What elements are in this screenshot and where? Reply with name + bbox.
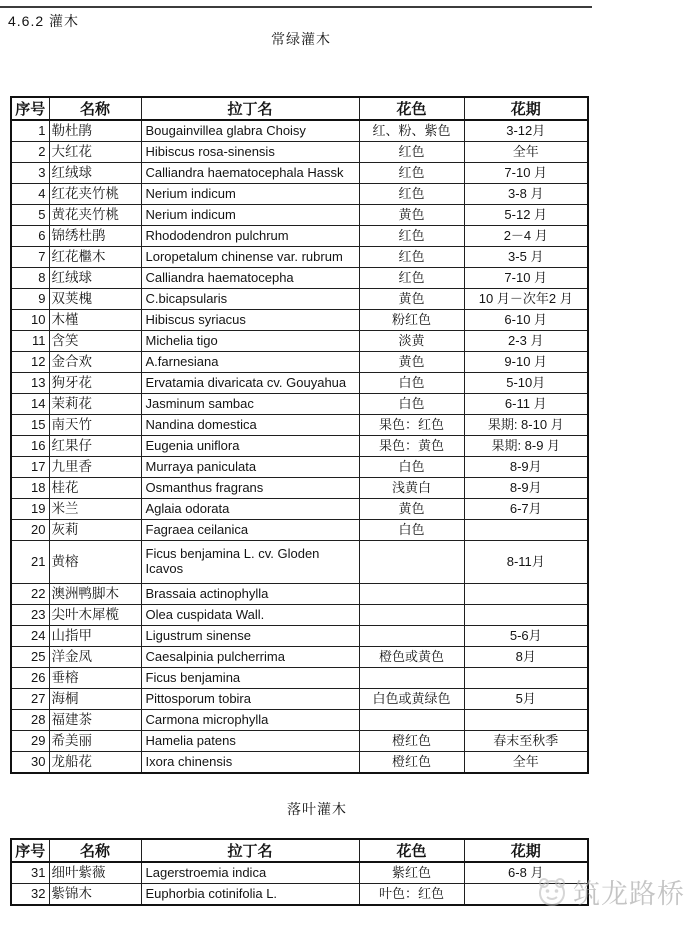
cell-no: 22 xyxy=(11,584,49,605)
cell-color xyxy=(359,668,464,689)
cell-name: 木槿 xyxy=(49,310,141,331)
deciduous-shrubs-table xyxy=(10,838,589,906)
cell-no: 2 xyxy=(11,142,49,163)
table-row xyxy=(11,668,588,689)
cell-color: 黄色 xyxy=(359,205,464,226)
cell-period: 5-6月 xyxy=(464,626,588,647)
cell-latin: Ligustrum sinense xyxy=(141,626,359,647)
table-row xyxy=(11,478,588,499)
table-row xyxy=(11,605,588,626)
cell-no: 13 xyxy=(11,373,49,394)
cell-latin: Nerium indicum xyxy=(141,205,359,226)
table-row xyxy=(11,626,588,647)
table-row xyxy=(11,752,588,774)
cell-name: 福建茶 xyxy=(49,710,141,731)
cell-color xyxy=(359,605,464,626)
cell-name: 红绒球 xyxy=(49,268,141,289)
col-header-period: 花期 xyxy=(464,97,588,120)
cell-color xyxy=(359,584,464,605)
cell-period: 果期: 8-9 月 xyxy=(464,436,588,457)
cell-color: 红色 xyxy=(359,247,464,268)
cell-period xyxy=(464,584,588,605)
table-row xyxy=(11,373,588,394)
cell-latin: Brassaia actinophylla xyxy=(141,584,359,605)
table-row xyxy=(11,163,588,184)
cell-color: 粉红色 xyxy=(359,310,464,331)
cell-period: 8-9月 xyxy=(464,478,588,499)
cell-no: 26 xyxy=(11,668,49,689)
table-body xyxy=(11,120,588,773)
cell-latin: Euphorbia cotinifolia L. xyxy=(141,884,359,906)
cell-period xyxy=(464,884,588,906)
cell-name: 紫锦木 xyxy=(49,884,141,906)
cell-name: 红果仔 xyxy=(49,436,141,457)
cell-no: 23 xyxy=(11,605,49,626)
cell-latin: Nandina domestica xyxy=(141,415,359,436)
cell-no: 19 xyxy=(11,499,49,520)
cell-name: 桂花 xyxy=(49,478,141,499)
cell-period: 2-3 月 xyxy=(464,331,588,352)
cell-latin: Caesalpinia pulcherrima xyxy=(141,647,359,668)
cell-no: 1 xyxy=(11,120,49,142)
cell-name: 洋金凤 xyxy=(49,647,141,668)
cell-no: 31 xyxy=(11,862,49,884)
cell-period: 春末至秋季 xyxy=(464,731,588,752)
cell-latin: Loropetalum chinense var. rubrum xyxy=(141,247,359,268)
cell-no: 4 xyxy=(11,184,49,205)
cell-name: 锦绣杜鹃 xyxy=(49,226,141,247)
evergreen-shrubs-table xyxy=(10,96,589,774)
col-header-color: 花色 xyxy=(359,97,464,120)
cell-no: 28 xyxy=(11,710,49,731)
cell-color: 橙红色 xyxy=(359,731,464,752)
table-row xyxy=(11,394,588,415)
header-row xyxy=(11,839,588,862)
table-row xyxy=(11,184,588,205)
cell-name: 红花夹竹桃 xyxy=(49,184,141,205)
table-row xyxy=(11,710,588,731)
cell-period: 5月 xyxy=(464,689,588,710)
cell-color: 紫红色 xyxy=(359,862,464,884)
cell-color: 黄色 xyxy=(359,499,464,520)
watermark-text: 筑龙路桥 xyxy=(573,879,685,909)
cell-latin: C.bicapsularis xyxy=(141,289,359,310)
cell-color: 红色 xyxy=(359,163,464,184)
cell-period: 果期: 8-10 月 xyxy=(464,415,588,436)
cell-no: 24 xyxy=(11,626,49,647)
cell-no: 9 xyxy=(11,289,49,310)
cell-period: 7-10 月 xyxy=(464,268,588,289)
cell-name: 澳洲鸭脚木 xyxy=(49,584,141,605)
cell-no: 8 xyxy=(11,268,49,289)
table-row xyxy=(11,457,588,478)
header-row xyxy=(11,97,588,120)
cell-name: 勒杜鹃 xyxy=(49,120,141,142)
cell-period: 10 月－次年2 月 xyxy=(464,289,588,310)
cell-no: 11 xyxy=(11,331,49,352)
cell-period: 8月 xyxy=(464,647,588,668)
cell-latin: Aglaia odorata xyxy=(141,499,359,520)
cell-no: 7 xyxy=(11,247,49,268)
cell-latin: Fagraea ceilanica xyxy=(141,520,359,541)
cell-period: 3-5 月 xyxy=(464,247,588,268)
cell-latin: Hibiscus syriacus xyxy=(141,310,359,331)
cell-period: 全年 xyxy=(464,752,588,774)
cell-latin: Carmona microphylla xyxy=(141,710,359,731)
cell-no: 15 xyxy=(11,415,49,436)
cell-no: 12 xyxy=(11,352,49,373)
cell-name: 米兰 xyxy=(49,499,141,520)
col-header-color: 花色 xyxy=(359,839,464,862)
table-row xyxy=(11,268,588,289)
cell-latin: Olea cuspidata Wall. xyxy=(141,605,359,626)
cell-name: 南天竹 xyxy=(49,415,141,436)
table-row xyxy=(11,415,588,436)
table-row xyxy=(11,584,588,605)
table-row xyxy=(11,120,588,142)
cell-no: 16 xyxy=(11,436,49,457)
cell-no: 18 xyxy=(11,478,49,499)
cell-color xyxy=(359,710,464,731)
cell-period: 5-12 月 xyxy=(464,205,588,226)
col-header-name: 名称 xyxy=(49,839,141,862)
cell-period xyxy=(464,520,588,541)
cell-period: 2－4 月 xyxy=(464,226,588,247)
table-row xyxy=(11,205,588,226)
cell-latin: Ficus benjamina L. cv. Gloden Icavos xyxy=(141,541,359,584)
cell-latin: A.farnesiana xyxy=(141,352,359,373)
cell-no: 27 xyxy=(11,689,49,710)
cell-name: 黄花夹竹桃 xyxy=(49,205,141,226)
col-header-name: 名称 xyxy=(49,97,141,120)
cell-color: 黄色 xyxy=(359,352,464,373)
cell-name: 黄榕 xyxy=(49,541,141,584)
cell-name: 海桐 xyxy=(49,689,141,710)
table-row xyxy=(11,142,588,163)
col-header-latin: 拉丁名 xyxy=(141,839,359,862)
cell-no: 21 xyxy=(11,541,49,584)
cell-latin: Ervatamia divaricata cv. Gouyahua xyxy=(141,373,359,394)
cell-name: 细叶紫薇 xyxy=(49,862,141,884)
col-header-no: 序号 xyxy=(11,839,49,862)
cell-color: 红色 xyxy=(359,268,464,289)
cell-no: 20 xyxy=(11,520,49,541)
cell-latin: Rhododendron pulchrum xyxy=(141,226,359,247)
table-row xyxy=(11,226,588,247)
cell-latin: Calliandra haematocephala Hassk xyxy=(141,163,359,184)
table-row xyxy=(11,689,588,710)
cell-color: 果色：红色 xyxy=(359,415,464,436)
cell-latin: Nerium indicum xyxy=(141,184,359,205)
cell-no: 10 xyxy=(11,310,49,331)
cell-color xyxy=(359,541,464,584)
cell-period xyxy=(464,710,588,731)
table-row xyxy=(11,310,588,331)
table-row xyxy=(11,436,588,457)
cell-name: 希美丽 xyxy=(49,731,141,752)
cell-color: 白色 xyxy=(359,373,464,394)
cell-color: 果色：黄色 xyxy=(359,436,464,457)
cell-color: 浅黄白 xyxy=(359,478,464,499)
cell-color: 白色 xyxy=(359,394,464,415)
cell-name: 双荚槐 xyxy=(49,289,141,310)
table-row xyxy=(11,352,588,373)
cell-period: 6-10 月 xyxy=(464,310,588,331)
table-row xyxy=(11,289,588,310)
cell-latin: Osmanthus fragrans xyxy=(141,478,359,499)
cell-color: 白色 xyxy=(359,457,464,478)
cell-latin: Calliandra haematocepha xyxy=(141,268,359,289)
cell-color: 红色 xyxy=(359,226,464,247)
cell-period: 6-7月 xyxy=(464,499,588,520)
table-row xyxy=(11,731,588,752)
cell-latin: Lagerstroemia indica xyxy=(141,862,359,884)
table-row xyxy=(11,647,588,668)
cell-color: 橙色或黄色 xyxy=(359,647,464,668)
cell-period: 5-10月 xyxy=(464,373,588,394)
cell-name: 红绒球 xyxy=(49,163,141,184)
cell-period: 8-9月 xyxy=(464,457,588,478)
table-row xyxy=(11,247,588,268)
cell-name: 灰莉 xyxy=(49,520,141,541)
table-row xyxy=(11,331,588,352)
cell-name: 金合欢 xyxy=(49,352,141,373)
cell-color: 白色或黄绿色 xyxy=(359,689,464,710)
cell-latin: Hamelia patens xyxy=(141,731,359,752)
cell-color: 白色 xyxy=(359,520,464,541)
cell-color: 红色 xyxy=(359,184,464,205)
cell-name: 含笑 xyxy=(49,331,141,352)
cell-color: 叶色：红色 xyxy=(359,884,464,906)
cell-latin: Bougainvillea glabra Choisy xyxy=(141,120,359,142)
col-header-period: 花期 xyxy=(464,839,588,862)
cell-name: 垂榕 xyxy=(49,668,141,689)
cell-name: 山指甲 xyxy=(49,626,141,647)
cell-no: 17 xyxy=(11,457,49,478)
cell-period xyxy=(464,605,588,626)
cell-no: 30 xyxy=(11,752,49,774)
cell-name: 尖叶木犀榄 xyxy=(49,605,141,626)
cell-period: 7-10 月 xyxy=(464,163,588,184)
cell-name: 红花檵木 xyxy=(49,247,141,268)
top-divider-rule xyxy=(0,6,592,8)
cell-no: 14 xyxy=(11,394,49,415)
section-heading: 4.6.2 灌木 xyxy=(8,13,80,29)
table-row xyxy=(11,862,588,884)
cell-period: 3-12月 xyxy=(464,120,588,142)
evergreen-shrubs-title: 常绿灌木 xyxy=(271,31,331,47)
cell-latin: Ixora chinensis xyxy=(141,752,359,774)
cell-period: 6-11 月 xyxy=(464,394,588,415)
cell-latin: Murraya paniculata xyxy=(141,457,359,478)
cell-latin: Michelia tigo xyxy=(141,331,359,352)
cell-color: 淡黄 xyxy=(359,331,464,352)
cell-latin: Ficus benjamina xyxy=(141,668,359,689)
cell-name: 狗牙花 xyxy=(49,373,141,394)
cell-period: 6-8 月 xyxy=(464,862,588,884)
cell-latin: Hibiscus rosa-sinensis xyxy=(141,142,359,163)
col-header-no: 序号 xyxy=(11,97,49,120)
cell-period: 3-8 月 xyxy=(464,184,588,205)
cell-no: 32 xyxy=(11,884,49,906)
cell-no: 29 xyxy=(11,731,49,752)
cell-color: 红、粉、紫色 xyxy=(359,120,464,142)
cell-color: 橙红色 xyxy=(359,752,464,774)
cell-period: 全年 xyxy=(464,142,588,163)
cell-no: 6 xyxy=(11,226,49,247)
cell-name: 茉莉花 xyxy=(49,394,141,415)
cell-no: 3 xyxy=(11,163,49,184)
cell-no: 5 xyxy=(11,205,49,226)
cell-name: 九里香 xyxy=(49,457,141,478)
col-header-latin: 拉丁名 xyxy=(141,97,359,120)
cell-color: 黄色 xyxy=(359,289,464,310)
cell-period: 8-11月 xyxy=(464,541,588,584)
deciduous-shrubs-title: 落叶灌木 xyxy=(287,801,347,817)
cell-name: 龙船花 xyxy=(49,752,141,774)
cell-latin: Jasminum sambac xyxy=(141,394,359,415)
table-row xyxy=(11,884,588,906)
cell-no: 25 xyxy=(11,647,49,668)
table-row xyxy=(11,499,588,520)
cell-latin: Pittosporum tobira xyxy=(141,689,359,710)
table-row xyxy=(11,541,588,584)
table-row xyxy=(11,520,588,541)
cell-name: 大红花 xyxy=(49,142,141,163)
cell-period xyxy=(464,668,588,689)
cell-latin: Eugenia uniflora xyxy=(141,436,359,457)
cell-color: 红色 xyxy=(359,142,464,163)
table-body xyxy=(11,862,588,905)
cell-color xyxy=(359,626,464,647)
cell-period: 9-10 月 xyxy=(464,352,588,373)
